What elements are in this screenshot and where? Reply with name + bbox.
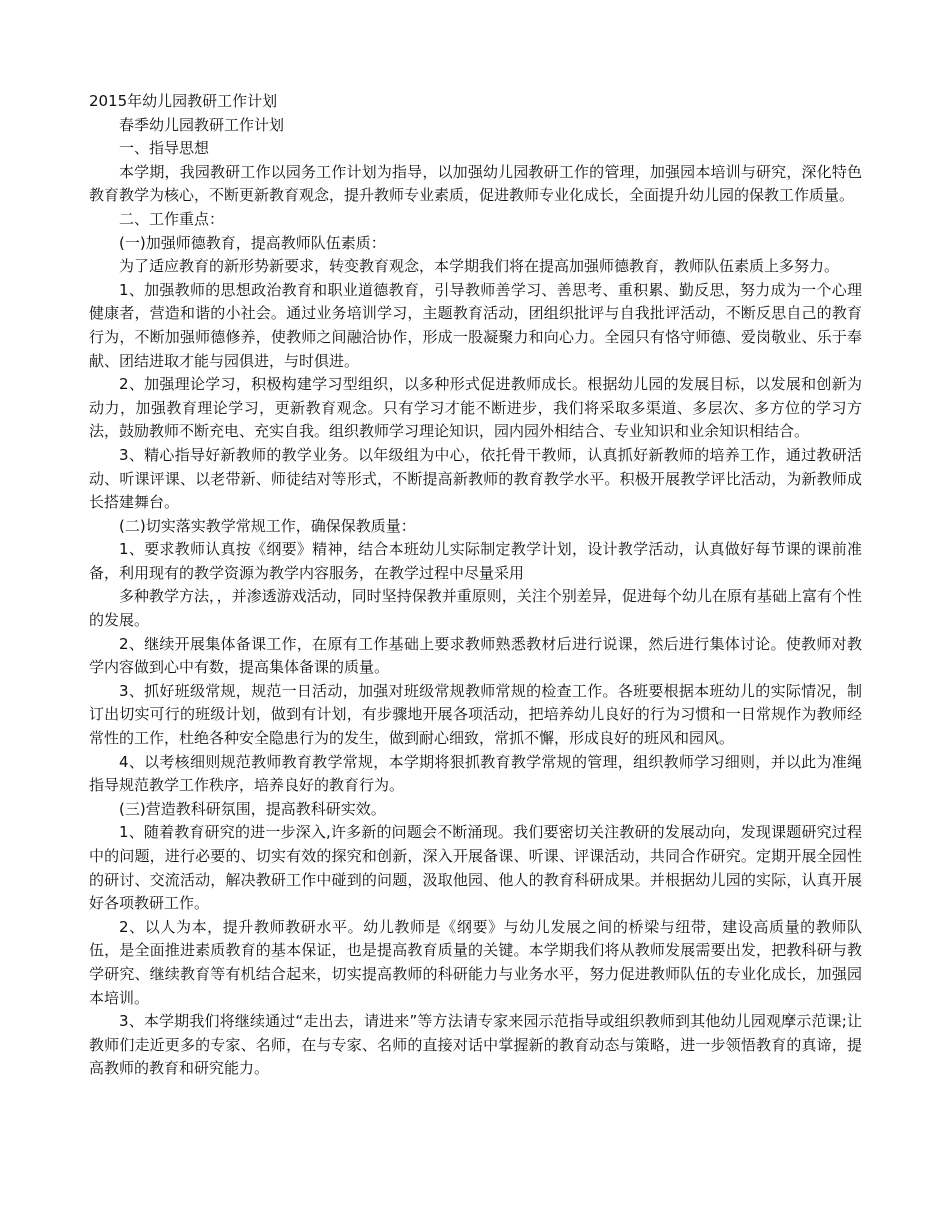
- list-item: 2、加强理论学习，积极构建学习型组织，以多种形式促进教师成长。根据幼儿园的发展目标，以发展和创新为动力，加强教育理论学习，更新教育观念。只有学习才能不断进步，我们将采取多渠道、多层次、多方位的学习方法，鼓励教师不断充电、充实自我。组织教师学习理论知识，园内园外相结合、专业知识和业余知识相结合。: [89, 375, 862, 441]
- subsection-heading: (二)切实落实教学常规工作，确保保教质量：: [119, 516, 416, 535]
- document-title: 2015年幼儿园教研工作计划: [89, 92, 278, 110]
- list-item: 1、加强教师的思想政治教育和职业道德教育，引导教师善学习、善思考、重积累、勤反思，努力成为一个心理健康者，营造和谐的小社会。通过业务培训学习，主题教育活动，团组织批评与自我批评活动，不断反思自己的教育行为，不断加强师德修养，使教师之间融洽协作，形成一股凝聚力和向心力。全园只有恪守师德、爱岗敬业、乐于奉献、团结进取才能与园俱进，与时俱进。: [89, 280, 862, 370]
- list-item: 3、抓好班级常规，规范一日活动，加强对班级常规教师常规的检查工作。各班要根据本班幼儿的实际情况，制订出切实可行的班级计划，做到有计划，有步骤地开展各项活动，把培养幼儿良好的行为习惯和一日常规作为教师经常性的工作，杜绝各种安全隐患行为的发生，做到耐心细致，常抓不懈，形成良好的班风和园风。: [89, 681, 862, 748]
- list-item: 3、精心指导好新教师的教学业务。以年级组为中心，依托骨干教师，认真抓好新教师的培养工作，通过教研活动、听课评课、以老带新、师徒结对等形式，不断提高新教师的教育教学水平。积极开展教学评比活动，为新教师成长搭建舞台。: [89, 445, 862, 512]
- paragraph: 为了适应教育的新形势新要求，转变教育观念，本学期我们将在提高加强师德教育，教师队伍素质上多努力。: [119, 257, 840, 276]
- section-heading-work-focus: 二、工作重点：: [119, 209, 225, 228]
- document-subtitle: 春季幼儿园教研工作计划: [119, 115, 285, 134]
- list-item: 1、随着教育研究的进一步深入,许多新的问题会不断涌现。我们要密切关注教研的发展动向，发现课题研究过程中的问题，进行必要的、切实有效的探究和创新，深入开展备课、听课、评课活动，共同合作研究。定期开展全园性的研讨、交流活动，解决教研工作中碰到的问题，汲取他园、他人的教育科研成果。并根据幼儿园的实际，认真开展好各项教研工作。: [89, 823, 862, 913]
- list-item: 1、要求教师认真按《纲要》精神，结合本班幼儿实际制定教学计划，设计教学活动，认真做好每节课的课前准备，利用现有的教学资源为教学内容服务，在教学过程中尽量采用: [89, 540, 862, 582]
- list-item: 4、以考核细则规范教师教育教学常规，本学期将狠抓教育教学常规的管理，组织教师学习细则，并以此为准绳指导规范教学工作秩序，培养良好的教育行为。: [89, 752, 862, 795]
- list-item: 3、本学期我们将继续通过“走出去，请进来”等方法请专家来园示范指导或组织教师到其他幼儿园观摩示范课;让教师们走近更多的专家、名师，在与专家、名师的直接对话中掌握新的教育动态与策略，进一步领悟教育的真谛，提高教师的教育和研究能力。: [89, 1012, 862, 1078]
- paragraph: 多种教学方法，，并渗透游戏活动，同时坚持保教并重原则，关注个别差异，促进每个幼儿在原有基础上富有个性的发展。: [89, 587, 862, 630]
- list-item: 2、继续开展集体备课工作，在原有工作基础上要求教师熟悉教材后进行说课，然后进行集体讨论。使教师对教学内容做到心中有数，提高集体备课的质量。: [89, 634, 862, 677]
- subsection-heading: (三)营造教科研氛围，提高教科研实效。: [119, 799, 386, 818]
- section-heading-guiding-ideology: 一、指导思想: [119, 139, 210, 158]
- paragraph: 本学期，我园教研工作以园务工作计划为指导，以加强幼儿园教研工作的管理，加强园本培训与研究，深化特色教育教学为核心，不断更新教育观念，提升教师专业素质，促进教师专业化成长，全面提升幼儿园的保教工作质量。: [89, 162, 862, 205]
- list-item: 2、以人为本，提升教师教研水平。幼儿教师是《纲要》与幼儿发展之间的桥梁与纽带，建设高质量的教师队伍，是全面推进素质教育的基本保证，也是提高教育质量的关键。本学期我们将从教师发展需要出发，把教科研与教学研究、继续教育等有机结合起来，切实提高教师的科研能力与业务水平，努力促进教师队伍的专业化成长，加强园本培训。: [89, 917, 862, 1007]
- subsection-heading: (一)加强师德教育，提高教师队伍素质：: [119, 233, 386, 252]
